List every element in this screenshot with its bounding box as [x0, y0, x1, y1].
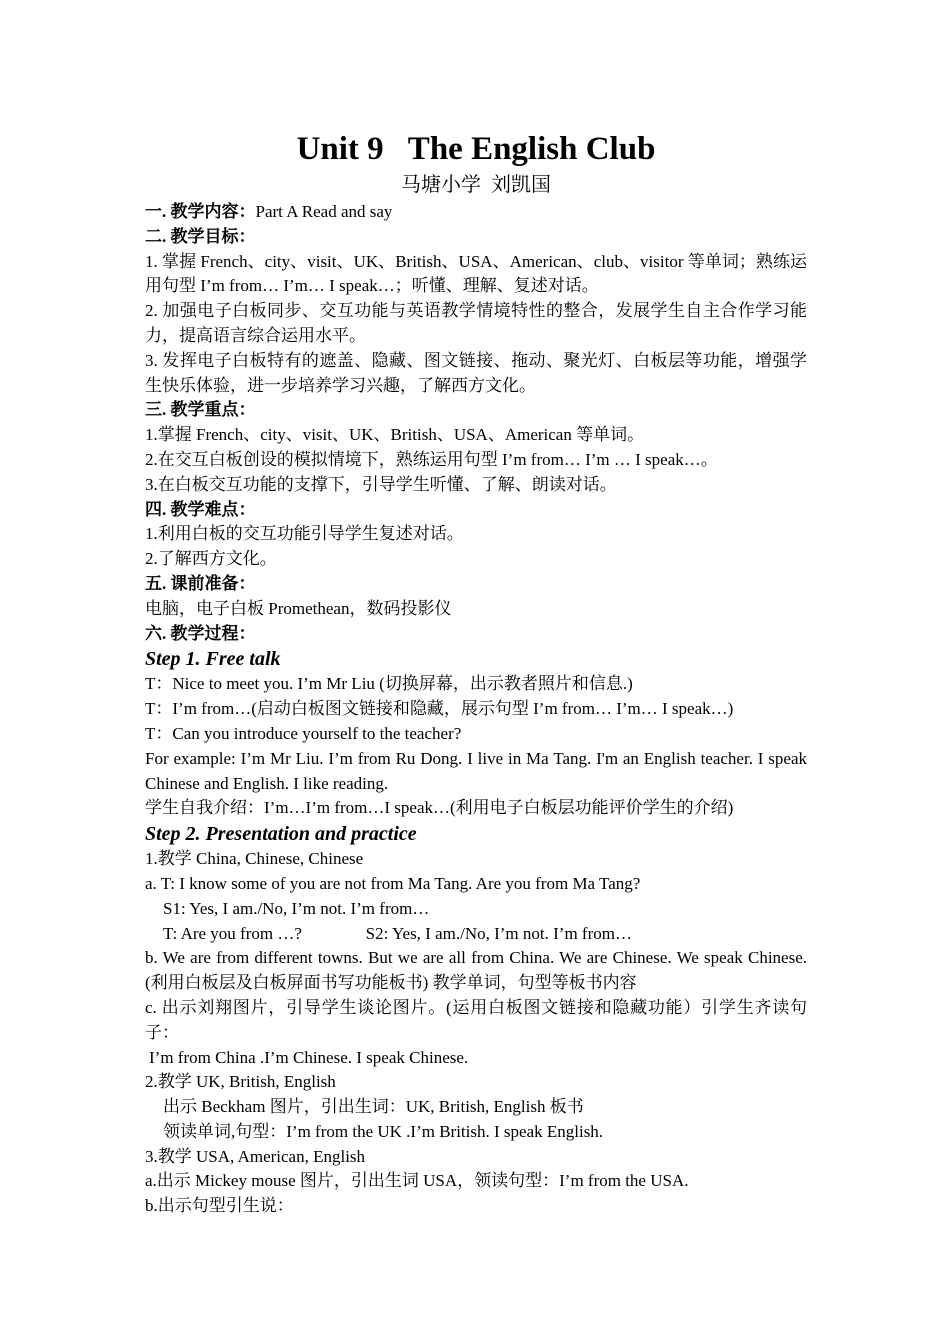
- section-heading: 二. 教学目标：: [145, 226, 256, 246]
- list-item: 1. 掌握 French、city、visit、UK、British、USA、American、club、visitor 等单词；熟练运用句型 I’m from… I’m… I speak…；听懂、理解、复述对话。: [145, 251, 807, 296]
- dialogue-line: 出示 Beckham 图片，引出生词：UK, British, English 板书: [163, 1097, 584, 1117]
- dialogue-line: For example: I’m Mr Liu. I’m from Ru Dong. I live in Ma Tang. I'm an English teacher. I speak Chinese and English. I like reading.: [145, 748, 807, 793]
- dialogue-line: b.出示句型引生说：: [145, 1196, 294, 1216]
- section-text: Part A Read and say: [255, 202, 393, 221]
- section-heading: 一. 教学内容：: [145, 202, 256, 221]
- dialogue-line: T：I’m from…(启动白板图文链接和隐藏，展示句型 I’m from… I’m… I speak…): [145, 699, 734, 719]
- page-title: Unit 9 The English Club: [296, 131, 656, 167]
- dialogue-line: c. 出示刘翔图片，引导学生谈论图片。(运用白板图文链接和隐藏功能）引学生齐读句子：: [145, 997, 807, 1042]
- step-title: Step 2. Presentation and practice: [145, 823, 417, 846]
- sub-heading: 3.教学 USA, American, English: [145, 1146, 366, 1166]
- sub-heading: 2.教学 UK, British, English: [145, 1072, 336, 1092]
- list-item: 1.利用白板的交互功能引导学生复述对话。: [145, 524, 464, 544]
- dialogue-line: T：Can you introduce yourself to the teacher?: [145, 723, 462, 743]
- list-item: 2.了解西方文化。: [145, 549, 277, 569]
- preparation-text: 电脑，电子白板 Promethean，数码投影仪: [145, 598, 452, 618]
- author-line: 马塘小学 刘凯国: [401, 174, 551, 196]
- section-teaching-content: [145, 200, 807, 225]
- section-heading: 五. 课前准备：: [145, 573, 256, 593]
- dialogue-line: 学生自我介绍：I’m…I’m from…I speak…(利用电子白板层功能评价学生的介绍): [145, 798, 734, 818]
- list-item: 3. 发挥电子白板特有的遮盖、隐藏、图文链接、拖动、聚光灯、白板层等功能，增强学生快乐体验，进一步培养学习兴趣，了解西方文化。: [145, 350, 807, 395]
- dialogue-line: I’m from China .I’m Chinese. I speak Chinese.: [149, 1047, 469, 1067]
- list-item: 2.在交互白板创设的模拟情境下，熟练运用句型 I’m from… I’m … I speak…。: [145, 449, 718, 469]
- section-heading: 四. 教学难点：: [145, 499, 256, 519]
- section-heading: 六. 教学过程：: [145, 623, 256, 643]
- list-item: 1.掌握 French、city、visit、UK、British、USA、American 等单词。: [145, 425, 645, 445]
- dialogue-line: a. T: I know some of you are not from Ma Tang. Are you from Ma Tang?: [145, 873, 641, 893]
- dialogue-line: 领读单词,句型：I’m from the UK .I’m British. I speak English.: [163, 1121, 604, 1141]
- dialogue-line: b. We are from different towns. But we are all from China. We are Chinese. We speak Chinese.(利用白板层及白板屏面书写功能板书) 教学单词，句型等板书内容: [145, 948, 807, 993]
- list-item: 2. 加强电子白板同步、交互功能与英语教学情境特性的整合，发展学生自主合作学习能力，提高语言综合运用水平。: [145, 301, 807, 345]
- sub-heading: 1.教学 China, Chinese, Chinese: [145, 849, 364, 869]
- dialogue-line: a.出示 Mickey mouse 图片，引出生词 USA，领读句型：I’m from the USA.: [145, 1171, 689, 1191]
- document-page: [145, 128, 807, 1219]
- list-item: 3.在白板交互功能的支撑下，引导学生听懂、了解、朗读对话。: [145, 474, 617, 494]
- dialogue-line: T：Nice to meet you. I’m Mr Liu (切换屏幕，出示教者照片和信息.): [145, 674, 633, 694]
- dialogue-line: T: Are you from …? S2: Yes, I am./No, I’m not. I’m from…: [163, 923, 632, 943]
- dialogue-line: S1: Yes, I am./No, I’m not. I’m from…: [163, 898, 430, 918]
- step-title: Step 1. Free talk: [145, 648, 281, 671]
- section-heading: 三. 教学重点：: [145, 400, 256, 420]
